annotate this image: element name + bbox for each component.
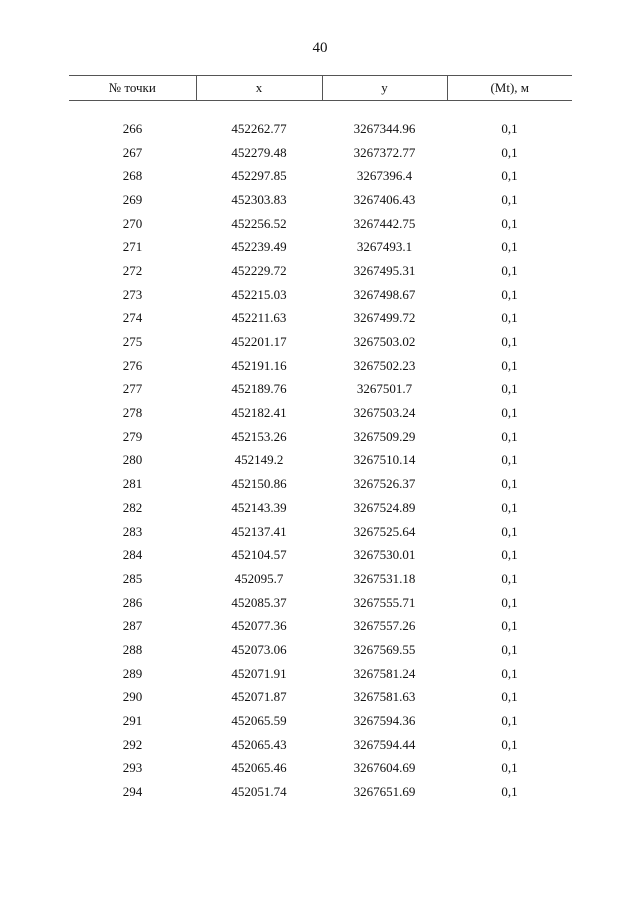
cell-y: 3267530.01 bbox=[353, 547, 416, 563]
table-row bbox=[69, 188, 572, 212]
cell-mt: 0,1 bbox=[501, 736, 518, 752]
cell-y: 3267406.43 bbox=[353, 191, 416, 207]
cell-y: 3267594.44 bbox=[353, 736, 416, 752]
cell-mt: 0,1 bbox=[501, 334, 518, 350]
cell-mt: 0,1 bbox=[501, 784, 518, 800]
cell-x: 452149.2 bbox=[234, 452, 284, 468]
cell-point-number: 266 bbox=[122, 120, 143, 136]
cell-mt: 0,1 bbox=[501, 428, 518, 444]
header-y: y bbox=[322, 76, 447, 101]
cell-mt: 0,1 bbox=[501, 713, 518, 729]
cell-mt: 0,1 bbox=[501, 618, 518, 634]
cell-y: 3267372.77 bbox=[353, 144, 416, 160]
cell-point-number: 273 bbox=[122, 286, 143, 302]
cell-mt: 0,1 bbox=[501, 262, 518, 278]
cell-y: 3267531.18 bbox=[353, 570, 416, 586]
table-row bbox=[69, 614, 572, 638]
cell-mt: 0,1 bbox=[501, 144, 518, 160]
table-row bbox=[69, 235, 572, 259]
cell-x: 452189.76 bbox=[231, 381, 287, 397]
table-row bbox=[69, 283, 572, 307]
cell-x: 452201.17 bbox=[231, 334, 287, 350]
cell-mt: 0,1 bbox=[501, 665, 518, 681]
cell-mt: 0,1 bbox=[501, 641, 518, 657]
cell-x: 452215.03 bbox=[231, 286, 287, 302]
cell-point-number: 293 bbox=[122, 760, 143, 776]
cell-x: 452065.59 bbox=[231, 713, 287, 729]
cell-y: 3267557.26 bbox=[353, 618, 416, 634]
cell-point-number: 287 bbox=[122, 618, 143, 634]
cell-point-number: 291 bbox=[122, 713, 143, 729]
table-row bbox=[69, 638, 572, 662]
cell-x: 452073.06 bbox=[231, 641, 287, 657]
cell-mt: 0,1 bbox=[501, 168, 518, 184]
table-row bbox=[69, 449, 572, 473]
page-number: 40 bbox=[312, 40, 328, 56]
table-row bbox=[69, 780, 572, 804]
cell-x: 452297.85 bbox=[231, 168, 287, 184]
cell-mt: 0,1 bbox=[501, 286, 518, 302]
cell-point-number: 294 bbox=[122, 784, 143, 800]
cell-mt: 0,1 bbox=[501, 191, 518, 207]
cell-point-number: 292 bbox=[122, 736, 143, 752]
table-header bbox=[69, 76, 572, 101]
cell-x: 452065.46 bbox=[231, 760, 287, 776]
header-x: x bbox=[196, 76, 322, 101]
cell-mt: 0,1 bbox=[501, 594, 518, 610]
table-row bbox=[69, 496, 572, 520]
cell-x: 452191.16 bbox=[231, 357, 287, 373]
cell-mt: 0,1 bbox=[501, 499, 518, 515]
cell-x: 452150.86 bbox=[231, 476, 287, 492]
cell-mt: 0,1 bbox=[501, 452, 518, 468]
cell-x: 452211.63 bbox=[231, 310, 287, 326]
cell-x: 452303.83 bbox=[231, 191, 287, 207]
table-row bbox=[69, 733, 572, 757]
cell-mt: 0,1 bbox=[501, 570, 518, 586]
cell-point-number: 280 bbox=[122, 452, 143, 468]
cell-y: 3267525.64 bbox=[353, 523, 416, 539]
cell-y: 3267581.63 bbox=[353, 689, 416, 705]
table-row bbox=[69, 686, 572, 710]
cell-point-number: 284 bbox=[122, 547, 143, 563]
table-row bbox=[69, 472, 572, 496]
cell-x: 452137.41 bbox=[231, 523, 287, 539]
cell-y: 3267498.67 bbox=[353, 286, 416, 302]
cell-mt: 0,1 bbox=[501, 523, 518, 539]
table-row bbox=[69, 259, 572, 283]
cell-y: 3267555.71 bbox=[353, 594, 416, 610]
cell-point-number: 283 bbox=[122, 523, 143, 539]
cell-y: 3267510.14 bbox=[353, 452, 416, 468]
cell-point-number: 275 bbox=[122, 334, 143, 350]
cell-point-number: 281 bbox=[122, 476, 143, 492]
cell-point-number: 282 bbox=[122, 499, 143, 515]
cell-y: 3267503.24 bbox=[353, 405, 416, 421]
cell-point-number: 270 bbox=[122, 215, 143, 231]
cell-point-number: 268 bbox=[122, 168, 143, 184]
cell-x: 452143.39 bbox=[231, 499, 287, 515]
cell-mt: 0,1 bbox=[501, 381, 518, 397]
cell-y: 3267501.7 bbox=[356, 381, 413, 397]
cell-point-number: 285 bbox=[122, 570, 143, 586]
cell-point-number: 279 bbox=[122, 428, 143, 444]
table-row bbox=[69, 141, 572, 165]
cell-y: 3267569.55 bbox=[353, 641, 416, 657]
cell-mt: 0,1 bbox=[501, 689, 518, 705]
table-row bbox=[69, 212, 572, 236]
cell-y: 3267594.36 bbox=[353, 713, 416, 729]
table-row bbox=[69, 709, 572, 733]
table-row bbox=[69, 425, 572, 449]
table-row bbox=[69, 662, 572, 686]
cell-point-number: 271 bbox=[122, 239, 143, 255]
cell-mt: 0,1 bbox=[501, 405, 518, 421]
cell-mt: 0,1 bbox=[501, 120, 518, 136]
cell-y: 3267344.96 bbox=[353, 120, 416, 136]
cell-mt: 0,1 bbox=[501, 357, 518, 373]
cell-point-number: 276 bbox=[122, 357, 143, 373]
cell-y: 3267499.72 bbox=[353, 310, 416, 326]
table-row bbox=[69, 567, 572, 591]
header-row bbox=[69, 76, 572, 101]
cell-x: 452071.91 bbox=[231, 665, 287, 681]
cell-mt: 0,1 bbox=[501, 310, 518, 326]
table-row bbox=[69, 401, 572, 425]
table-row bbox=[69, 330, 572, 354]
cell-y: 3267581.24 bbox=[353, 665, 416, 681]
table-row bbox=[69, 307, 572, 331]
cell-point-number: 272 bbox=[122, 262, 143, 278]
header-spacer bbox=[69, 101, 572, 118]
table-row bbox=[69, 378, 572, 402]
table-body bbox=[69, 101, 572, 804]
cell-mt: 0,1 bbox=[501, 215, 518, 231]
table-row bbox=[69, 164, 572, 188]
cell-y: 3267524.89 bbox=[353, 499, 416, 515]
cell-point-number: 288 bbox=[122, 641, 143, 657]
cell-y: 3267495.31 bbox=[353, 262, 416, 278]
cell-x: 452095.7 bbox=[234, 570, 284, 586]
cell-mt: 0,1 bbox=[501, 760, 518, 776]
cell-y: 3267509.29 bbox=[353, 428, 416, 444]
cell-x: 452104.57 bbox=[231, 547, 287, 563]
cell-point-number: 278 bbox=[122, 405, 143, 421]
cell-mt: 0,1 bbox=[501, 476, 518, 492]
cell-mt: 0,1 bbox=[501, 547, 518, 563]
cell-point-number: 277 bbox=[122, 381, 143, 397]
header-mt: (Mt), м bbox=[447, 76, 572, 101]
coordinates-table bbox=[69, 75, 572, 804]
header-point-number: № точки bbox=[69, 76, 196, 101]
cell-x: 452239.49 bbox=[231, 239, 287, 255]
cell-y: 3267604.69 bbox=[353, 760, 416, 776]
cell-x: 452065.43 bbox=[231, 736, 287, 752]
table-row bbox=[69, 591, 572, 615]
table-row bbox=[69, 117, 572, 141]
cell-point-number: 274 bbox=[122, 310, 143, 326]
table-row bbox=[69, 543, 572, 567]
cell-point-number: 289 bbox=[122, 665, 143, 681]
cell-x: 452085.37 bbox=[231, 594, 287, 610]
cell-y: 3267651.69 bbox=[353, 784, 416, 800]
cell-x: 452182.41 bbox=[231, 405, 287, 421]
cell-y: 3267396.4 bbox=[356, 168, 413, 184]
cell-point-number: 290 bbox=[122, 689, 143, 705]
cell-mt: 0,1 bbox=[501, 239, 518, 255]
table-row bbox=[69, 520, 572, 544]
cell-point-number: 267 bbox=[122, 144, 143, 160]
cell-x: 452153.26 bbox=[231, 428, 287, 444]
cell-point-number: 286 bbox=[122, 594, 143, 610]
cell-x: 452071.87 bbox=[231, 689, 287, 705]
cell-x: 452077.36 bbox=[231, 618, 287, 634]
cell-point-number: 269 bbox=[122, 191, 143, 207]
cell-y: 3267526.37 bbox=[353, 476, 416, 492]
cell-x: 452229.72 bbox=[231, 262, 287, 278]
cell-x: 452051.74 bbox=[231, 784, 287, 800]
cell-x: 452279.48 bbox=[231, 144, 287, 160]
table-row bbox=[69, 757, 572, 781]
cell-y: 3267493.1 bbox=[356, 239, 413, 255]
table-row bbox=[69, 354, 572, 378]
cell-x: 452256.52 bbox=[231, 215, 287, 231]
cell-x: 452262.77 bbox=[231, 120, 287, 136]
cell-y: 3267442.75 bbox=[353, 215, 416, 231]
cell-y: 3267503.02 bbox=[353, 334, 416, 350]
cell-y: 3267502.23 bbox=[353, 357, 416, 373]
